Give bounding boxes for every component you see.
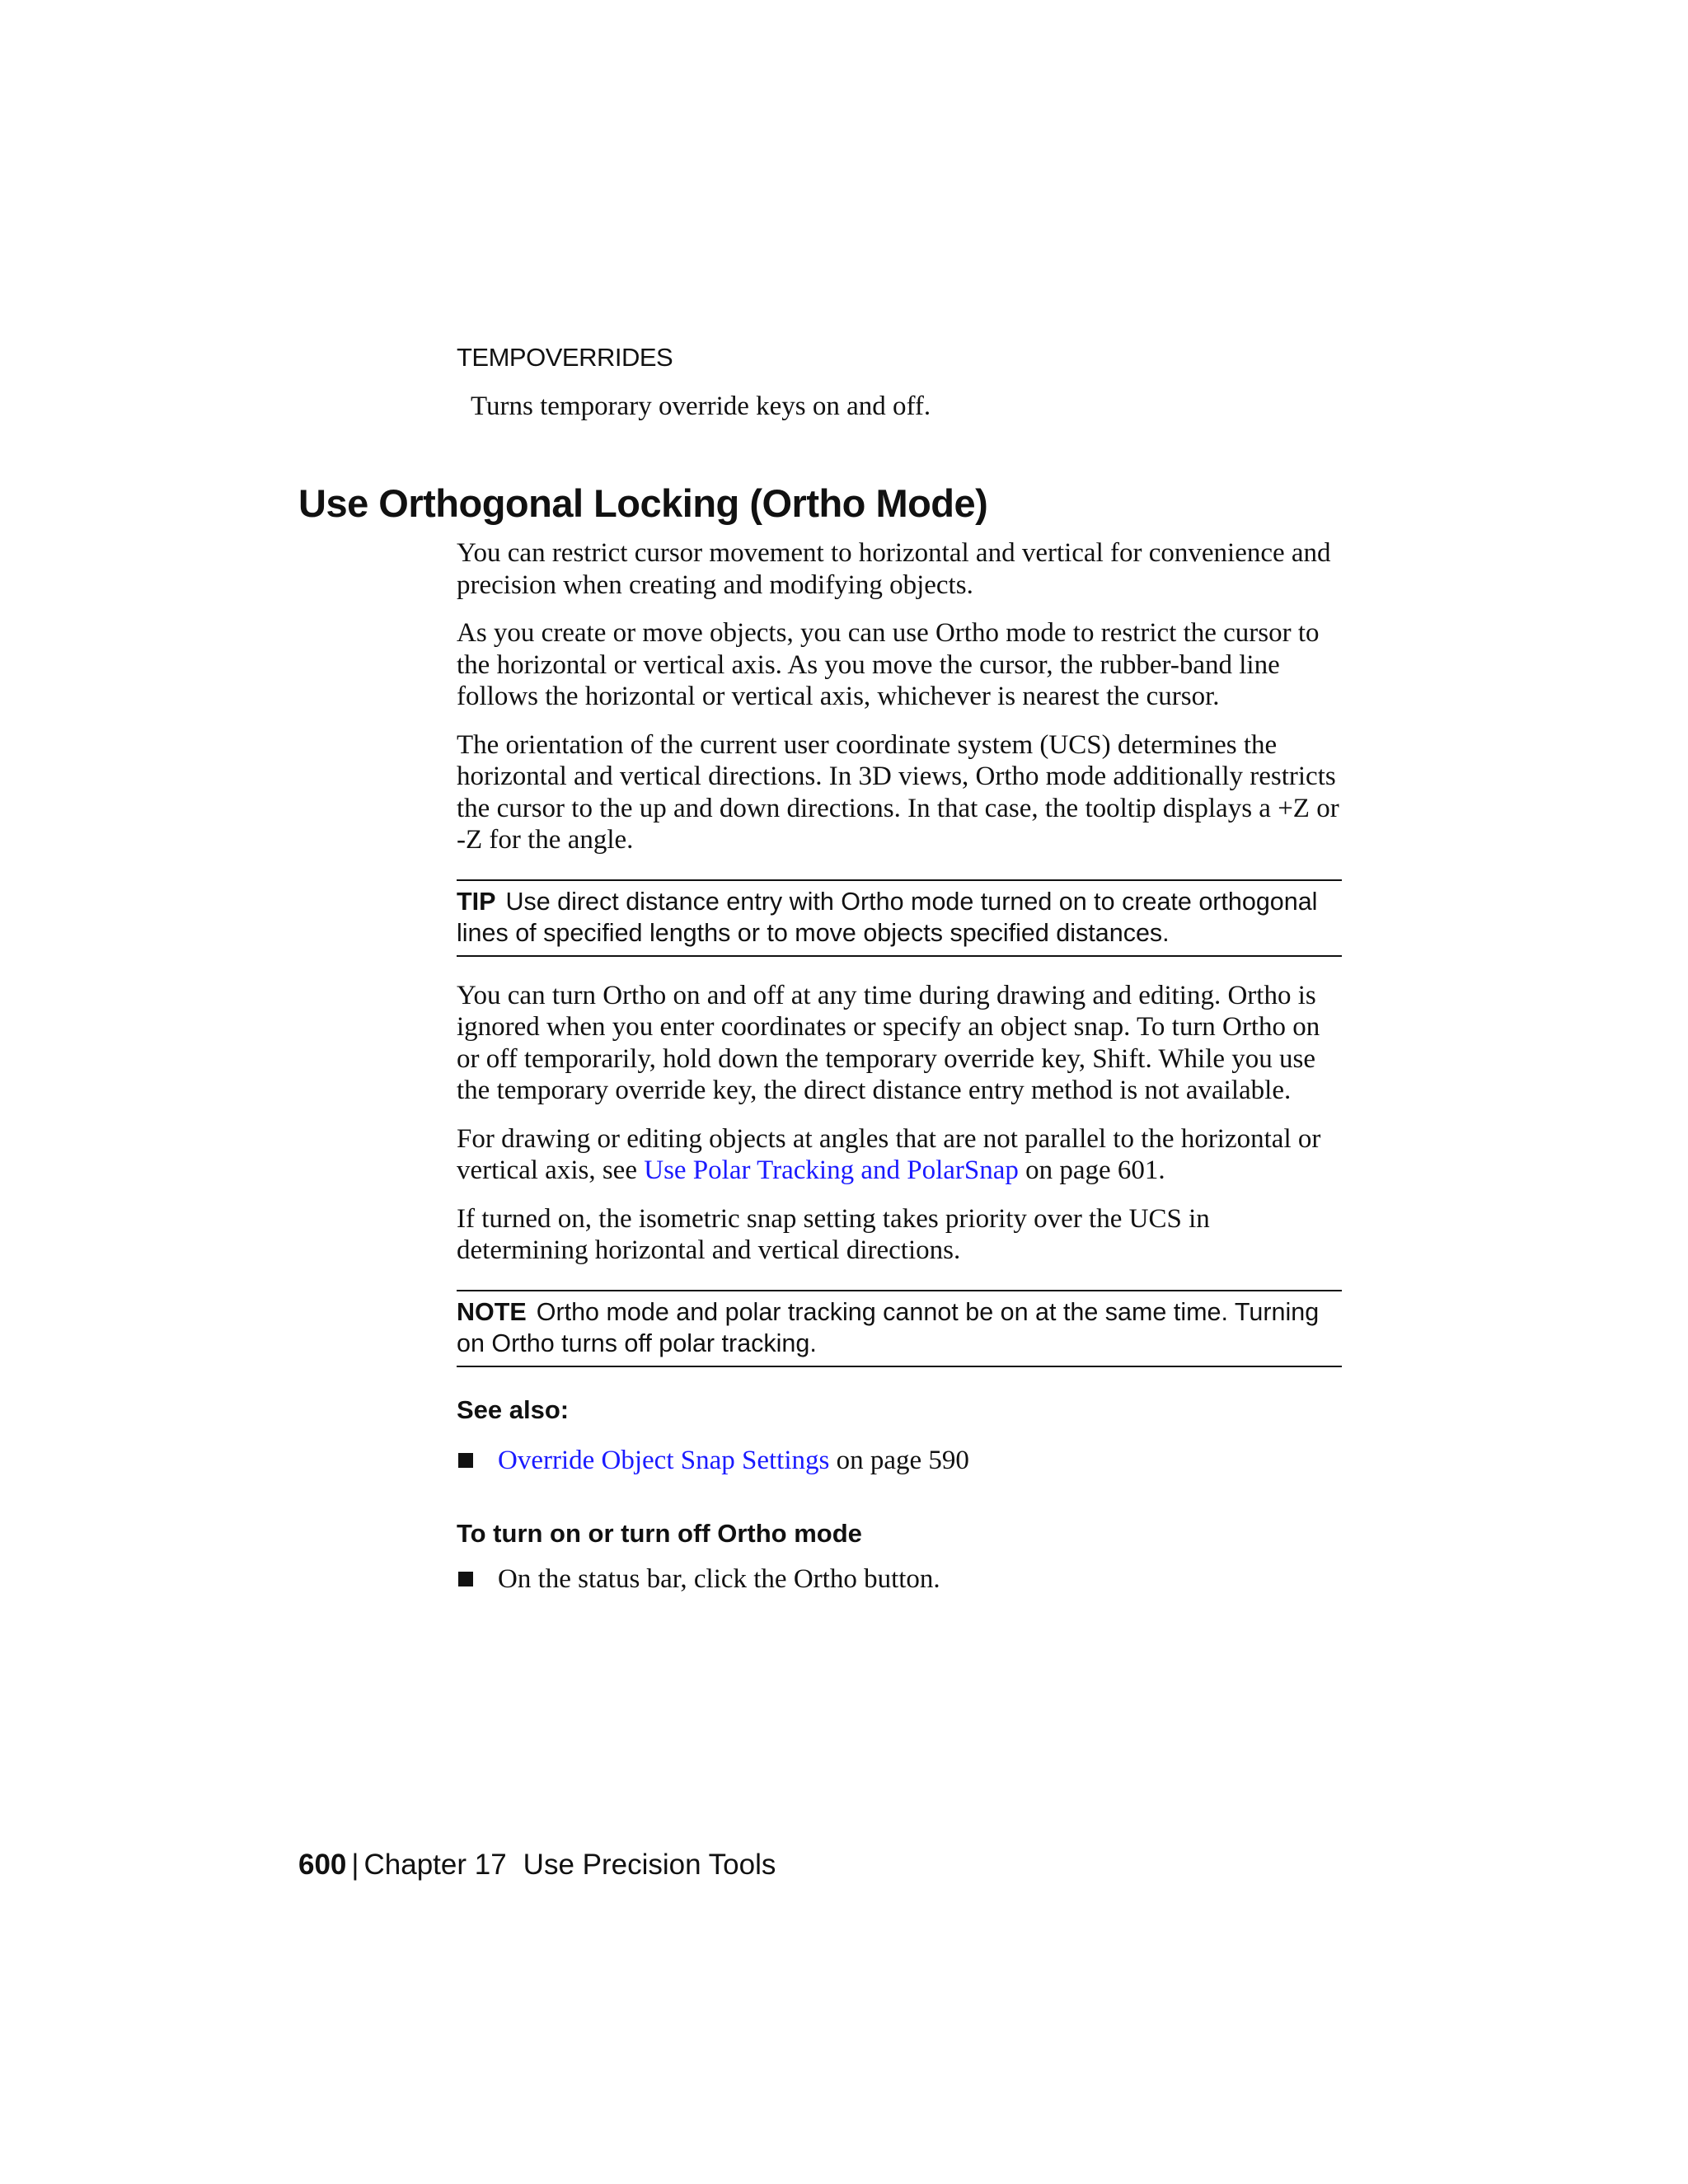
footer-chapter: Chapter 17 bbox=[363, 1849, 507, 1881]
paragraph-text: For drawing or editing objects at angles that are not parallel to the horizontal or vertical axis, see bbox=[457, 1123, 1321, 1185]
section-title: Use Orthogonal Locking (Ortho Mode) bbox=[298, 481, 988, 525]
section-body bbox=[457, 537, 1342, 1596]
procedure-step bbox=[457, 1563, 1342, 1596]
body-paragraph: As you create or move objects, you can use Ortho mode to restrict the cursor to the horizontal or vertical axis. As you move the cursor, the rubber-band line follows the horizontal or vertical axis, whichever is nearest the cursor. bbox=[457, 618, 1320, 711]
note-box bbox=[457, 1290, 1342, 1367]
intro-paragraph: You can restrict cursor movement to horizontal and vertical for convenience and precision when creating and modifying objects. bbox=[457, 538, 1331, 600]
see-also-heading: See also: bbox=[457, 1394, 570, 1424]
tip-box bbox=[457, 879, 1342, 957]
bullet-icon bbox=[458, 1572, 473, 1586]
procedure-step-text: On the status bar, click the Ortho button. bbox=[498, 1564, 940, 1594]
paragraph-text: on page 601. bbox=[1018, 1155, 1165, 1185]
note-text: Ortho mode and polar tracking cannot be on at the same time. Turning on Ortho turns off polar tracking. bbox=[457, 1297, 1320, 1357]
note-label: NOTE bbox=[457, 1297, 527, 1326]
sysvar-name: TEMPOVERRIDES bbox=[457, 343, 673, 372]
page-footer bbox=[298, 1849, 776, 1882]
tip-text: Use direct distance entry with Ortho mode turned on to create orthogonal lines of specified lengths or to move objects specified distances. bbox=[457, 887, 1318, 947]
footer-separator: | bbox=[351, 1849, 359, 1881]
override-snap-link[interactable]: Override Object Snap Settings bbox=[498, 1445, 830, 1475]
polar-tracking-link[interactable]: Use Polar Tracking and PolarSnap bbox=[644, 1155, 1019, 1185]
body-paragraph bbox=[457, 1123, 1342, 1187]
see-also-suffix: on page 590 bbox=[829, 1445, 969, 1475]
page-number: 600 bbox=[298, 1849, 347, 1881]
sysvar-description: Turns temporary override keys on and off. bbox=[471, 391, 931, 421]
see-also-item bbox=[457, 1445, 1342, 1477]
footer-chapter-title: Use Precision Tools bbox=[523, 1849, 776, 1881]
body-paragraph: You can turn Ortho on and off at any time during drawing and editing. Ortho is ignored when you enter coordinates or specify an object snap. To turn Ortho on or off temporarily, hold down the temporary override key, Shift. While you use the temporary override key, the direct distance entry method is not available. bbox=[457, 980, 1320, 1105]
body-paragraph: The orientation of the current user coordinate system (UCS) determines the horizontal and vertical directions. In 3D views, Ortho mode additionally restricts the cursor to the up and down directions. In that case, the tooltip displays a +Z or -Z for the angle. bbox=[457, 729, 1339, 855]
bullet-icon bbox=[458, 1453, 473, 1468]
procedure-heading: To turn on or turn off Ortho mode bbox=[457, 1519, 862, 1548]
tip-label: TIP bbox=[457, 887, 496, 916]
body-paragraph: If turned on, the isometric snap setting takes priority over the UCS in determining horizontal and vertical directions. bbox=[457, 1203, 1210, 1265]
